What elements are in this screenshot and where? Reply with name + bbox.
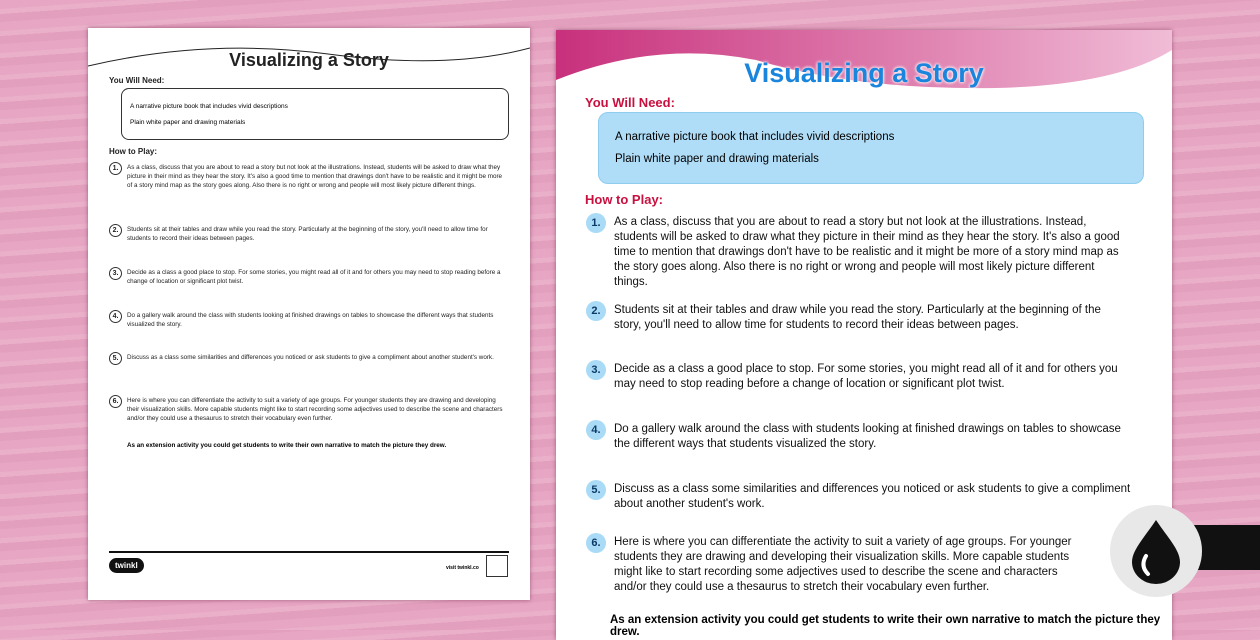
step-item: 1. As a class, discuss that you are about to read a story but not look at the illustrations. Instead, students will be asked to draw what they picture in their mind as they hear the story. It's also a good time to mention that drawings don't have to be realistic and it might be more of a story mind map as the story goes along. Also there is no right or wrong and people will most likely picture different things.	[586, 215, 1131, 290]
step-item: 6. Here is where you can differentiate the activity to suit a variety of age groups. For younger students they are drawing and developing their visualization skills. More capable students might like to start recording some adjectives used to describe the scene and characters and/or they could use a thesaurus to stretch their vocabulary even further.	[586, 535, 1091, 595]
badge-icon	[486, 555, 508, 577]
need-item: A narrative picture book that includes vivid descriptions	[615, 131, 895, 143]
extension-text: As an extension activity you could get students to write their own narrative to match the picture they drew.	[127, 442, 447, 449]
how-to-play-heading: How to Play:	[585, 192, 664, 207]
step-item: 5. Discuss as a class some similarities and differences you noticed or ask students to give a compliment about another student's work.	[109, 353, 509, 362]
how-to-play-heading: How to Play:	[109, 147, 158, 156]
needs-box	[598, 112, 1144, 184]
ink-drop-icon	[1128, 518, 1184, 584]
twinkl-logo: twinkl	[109, 558, 144, 573]
step-item: 1. As a class, discuss that you are about to read a story but not look at the illustrations. Instead, students will be asked to draw what they picture in their mind as they hear the story. It's also a good time to mention that drawings don't have to be realistic and it might be more of a story mind map as the story goes along. Also there is no right or wrong and people will most likely picture different things.	[109, 163, 509, 191]
you-will-need-heading: You Will Need:	[109, 76, 165, 85]
step-item: 4. Do a gallery walk around the class with students looking at finished drawings on tables to showcase the different ways that students visualized the story.	[586, 422, 1131, 452]
step-item: 4. Do a gallery walk around the class with students looking at finished drawings on tables to showcase the different ways that students visualized the story.	[109, 311, 509, 329]
page-title: Visualizing a Story	[229, 50, 389, 70]
footer-divider	[109, 551, 509, 553]
extension-text: As an extension activity you could get students to write their own narrative to match the picture they drew.	[610, 614, 1161, 638]
page-title: Visualizing a Story	[744, 58, 984, 88]
step-item: 2. Students sit at their tables and draw while you read the story. Particularly at the beginning of the story, you'll need to allow time for students to record their ideas between pages.	[109, 225, 509, 243]
need-item: Plain white paper and drawing materials	[130, 119, 246, 126]
ink-saver-button[interactable]	[1110, 505, 1202, 597]
black-white-preview-page	[88, 28, 530, 600]
step-item: 3. Decide as a class a good place to stop. For some stories, you might read all of it and for others you may need to stop reading before a change of location or significant plot twist.	[109, 268, 509, 286]
you-will-need-heading: You Will Need:	[585, 95, 675, 110]
need-item: A narrative picture book that includes vivid descriptions	[130, 103, 288, 110]
color-preview-page	[556, 30, 1172, 640]
visit-link[interactable]: visit twinkl.co	[446, 565, 479, 571]
need-item: Plain white paper and drawing materials	[615, 153, 819, 165]
step-item: 5. Discuss as a class some similarities and differences you noticed or ask students to give a compliment about another student's work.	[586, 482, 1131, 512]
step-item: 3. Decide as a class a good place to stop. For some stories, you might read all of it and for others you may need to stop reading before a change of location or significant plot twist.	[586, 362, 1131, 392]
step-item: 2. Students sit at their tables and draw while you read the story. Particularly at the beginning of the story, you'll need to allow time for students to record their ideas between pages.	[586, 303, 1131, 333]
needs-box	[121, 88, 509, 140]
step-item: 6. Here is where you can differentiate the activity to suit a variety of age groups. For younger students they are drawing and developing their visualization skills. More capable students might like to start recording some adjectives used to describe the scene and characters and/or they could use a thesaurus to stretch their vocabulary even further.	[109, 396, 509, 424]
